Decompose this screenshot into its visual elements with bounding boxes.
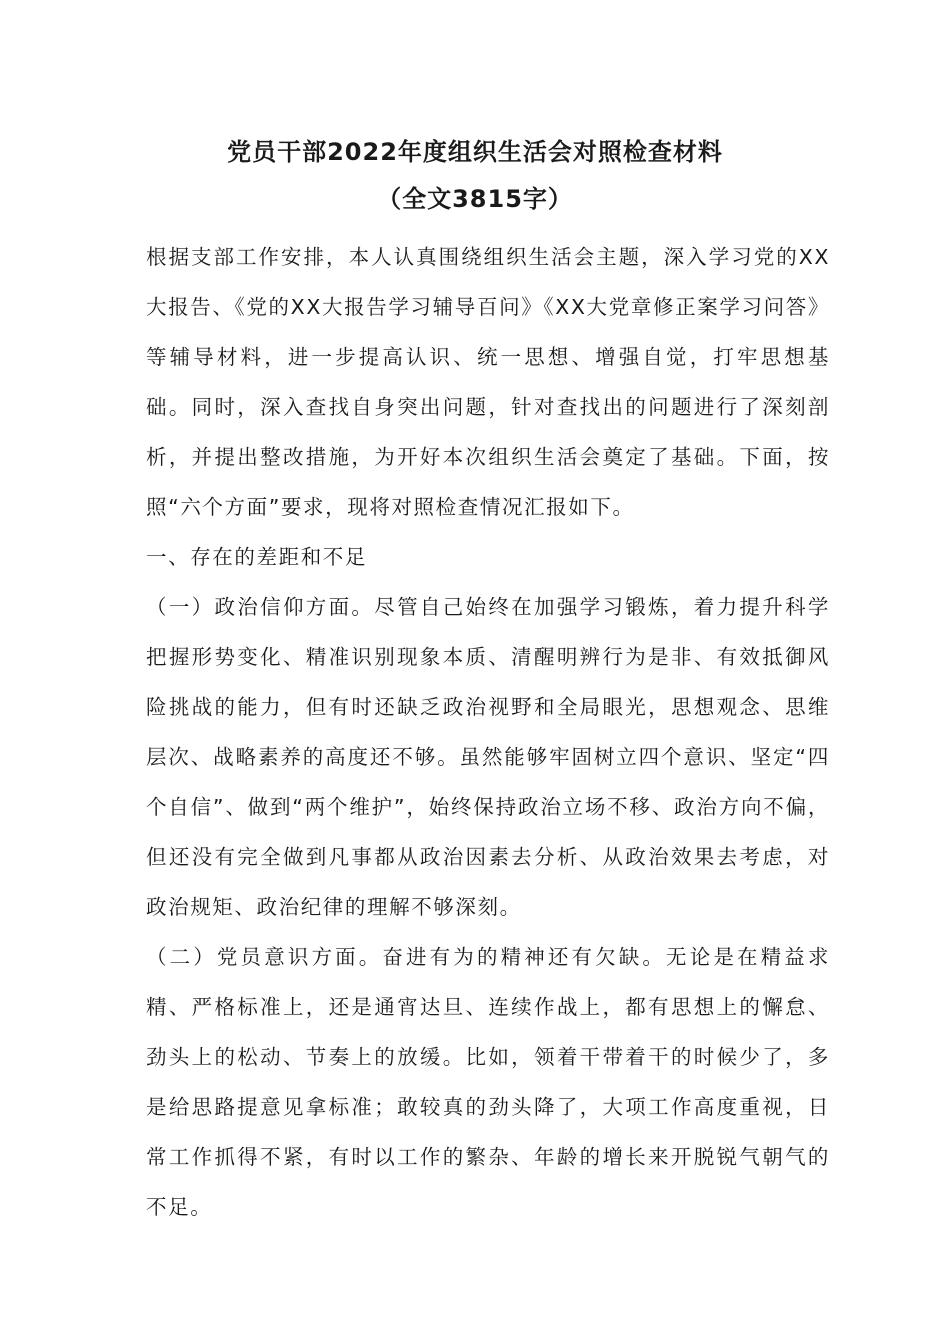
paragraph-party-awareness: （二）党员意识方面。奋进有为的精神还有欠缺。无论是在精益求精、严格标准上，还是通宵达旦、连续作战上，都有思想上的懈怠、劲头上的松动、节奏上的放缓。比如，领着干带着干的时候少了，多是给思路提意见拿标准；敢较真的劲头降了，大项工作高度重视，日常工作抓得不紧，有时以工作的繁杂、年龄的增长来开脱锐气朝气的不足。 [146, 945, 830, 1219]
document-body [146, 232, 830, 1232]
paragraph-intro: 根据支部工作安排，本人认真围绕组织生活会主题，深入学习党的XX大报告、《党的XX大报告学习辅导百问》《XX大党章修正案学习问答》等辅导材料，进一步提高认识、统一思想、增强自觉，打牢思想基础。同时，深入查找自身突出问题，针对查找出的问题进行了深刻剖析，并提出整改措施，为开好本次组织生活会奠定了基础。下面，按照“六个方面”要求，现将对照检查情况汇报如下。 [146, 245, 830, 519]
paragraph-political-belief: （一）政治信仰方面。尽管自己始终在加强学习锻炼，着力提升科学把握形势变化、精准识别现象本质、清醒明辨行为是非、有效抵御风险挑战的能力，但有时还缺乏政治视野和全局眼光，思想观念、思维层次、战略素养的高度还不够。虽然能够牢固树立四个意识、坚定“四个自信”、做到“两个维护”，始终保持政治立场不移、政治方向不偏，但还没有完全做到凡事都从政治因素去分析、从政治效果去考虑，对政治规矩、政治纪律的理解不够深刻。 [146, 595, 830, 919]
document-title: 党员干部2022年度组织生活会对照检查材料 [227, 138, 723, 166]
section-heading: 一、存在的差距和不足 [146, 545, 367, 569]
document-subtitle: （全文3815字） [377, 185, 573, 213]
